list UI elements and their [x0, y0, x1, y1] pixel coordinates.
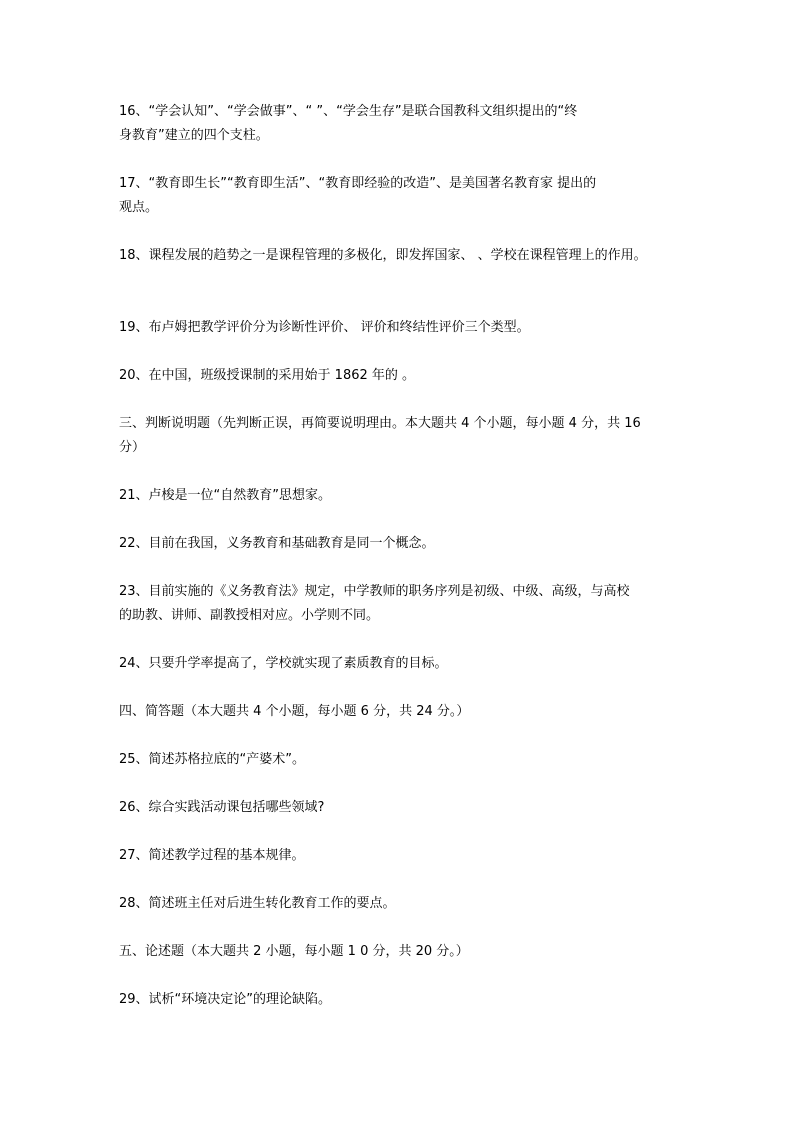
question-18-line-1: 18、课程发展的趋势之一是课程管理的多极化，即发挥国家、 、学校在课程管理上的作用。: [119, 248, 647, 263]
question-29-line-1: 29、试析“环境决定论”的理论缺陷。: [119, 992, 332, 1007]
section-3-heading-line-1: 三、判断说明题（先判断正误，再简要说明理由。本大题共 4 个小题，每小题 4 分，共 16: [119, 416, 641, 431]
question-16-line-2: 身教育”建立的四个支柱。: [119, 128, 269, 143]
question-24-line-1: 24、只要升学率提高了，学校就实现了素质教育的目标。: [119, 656, 448, 671]
question-17-line-2: 观点。: [119, 200, 159, 215]
question-20-line-1: 20、在中国，班级授课制的采用始于 1862 年的 。: [119, 368, 416, 383]
question-21-line-1: 21、卢梭是一位“自然教育”思想家。: [119, 488, 332, 503]
section-4-heading: 四、简答题（本大题共 4 个小题，每小题 6 分，共 24 分。）: [119, 704, 470, 719]
section-3-heading-line-2: 分）: [119, 440, 146, 455]
question-23-line-1: 23、目前实施的《义务教育法》规定，中学教师的职务序列是初级、中级、高级，与高校: [119, 584, 630, 599]
question-27-line-1: 27、简述教学过程的基本规律。: [119, 848, 305, 863]
question-16-line-1: 16、“学会认知”、“学会做事”、“ ”、“学会生存”是联合国教科文组织提出的“终: [119, 104, 578, 119]
question-23-line-2: 的助教、讲师、副教授相对应。小学则不同。: [119, 608, 380, 623]
question-26-line-1: 26、综合实践活动课包括哪些领域?: [119, 800, 325, 815]
question-17-line-1: 17、“教育即生长”“教育即生活”、“教育即经验的改造”、是美国著名教育家 提出的: [119, 176, 597, 191]
section-5-heading: 五、论述题（本大题共 2 小题，每小题 1 0 分，共 20 分。）: [119, 944, 469, 959]
question-25-line-1: 25、简述苏格拉底的“产婆术”。: [119, 752, 306, 767]
question-22-line-1: 22、目前在我国，义务教育和基础教育是同一个概念。: [119, 536, 435, 551]
question-19-line-1: 19、布卢姆把教学评价分为诊断性评价、 评价和终结性评价三个类型。: [119, 320, 530, 335]
question-28-line-1: 28、简述班主任对后进生转化教育工作的要点。: [119, 896, 396, 911]
